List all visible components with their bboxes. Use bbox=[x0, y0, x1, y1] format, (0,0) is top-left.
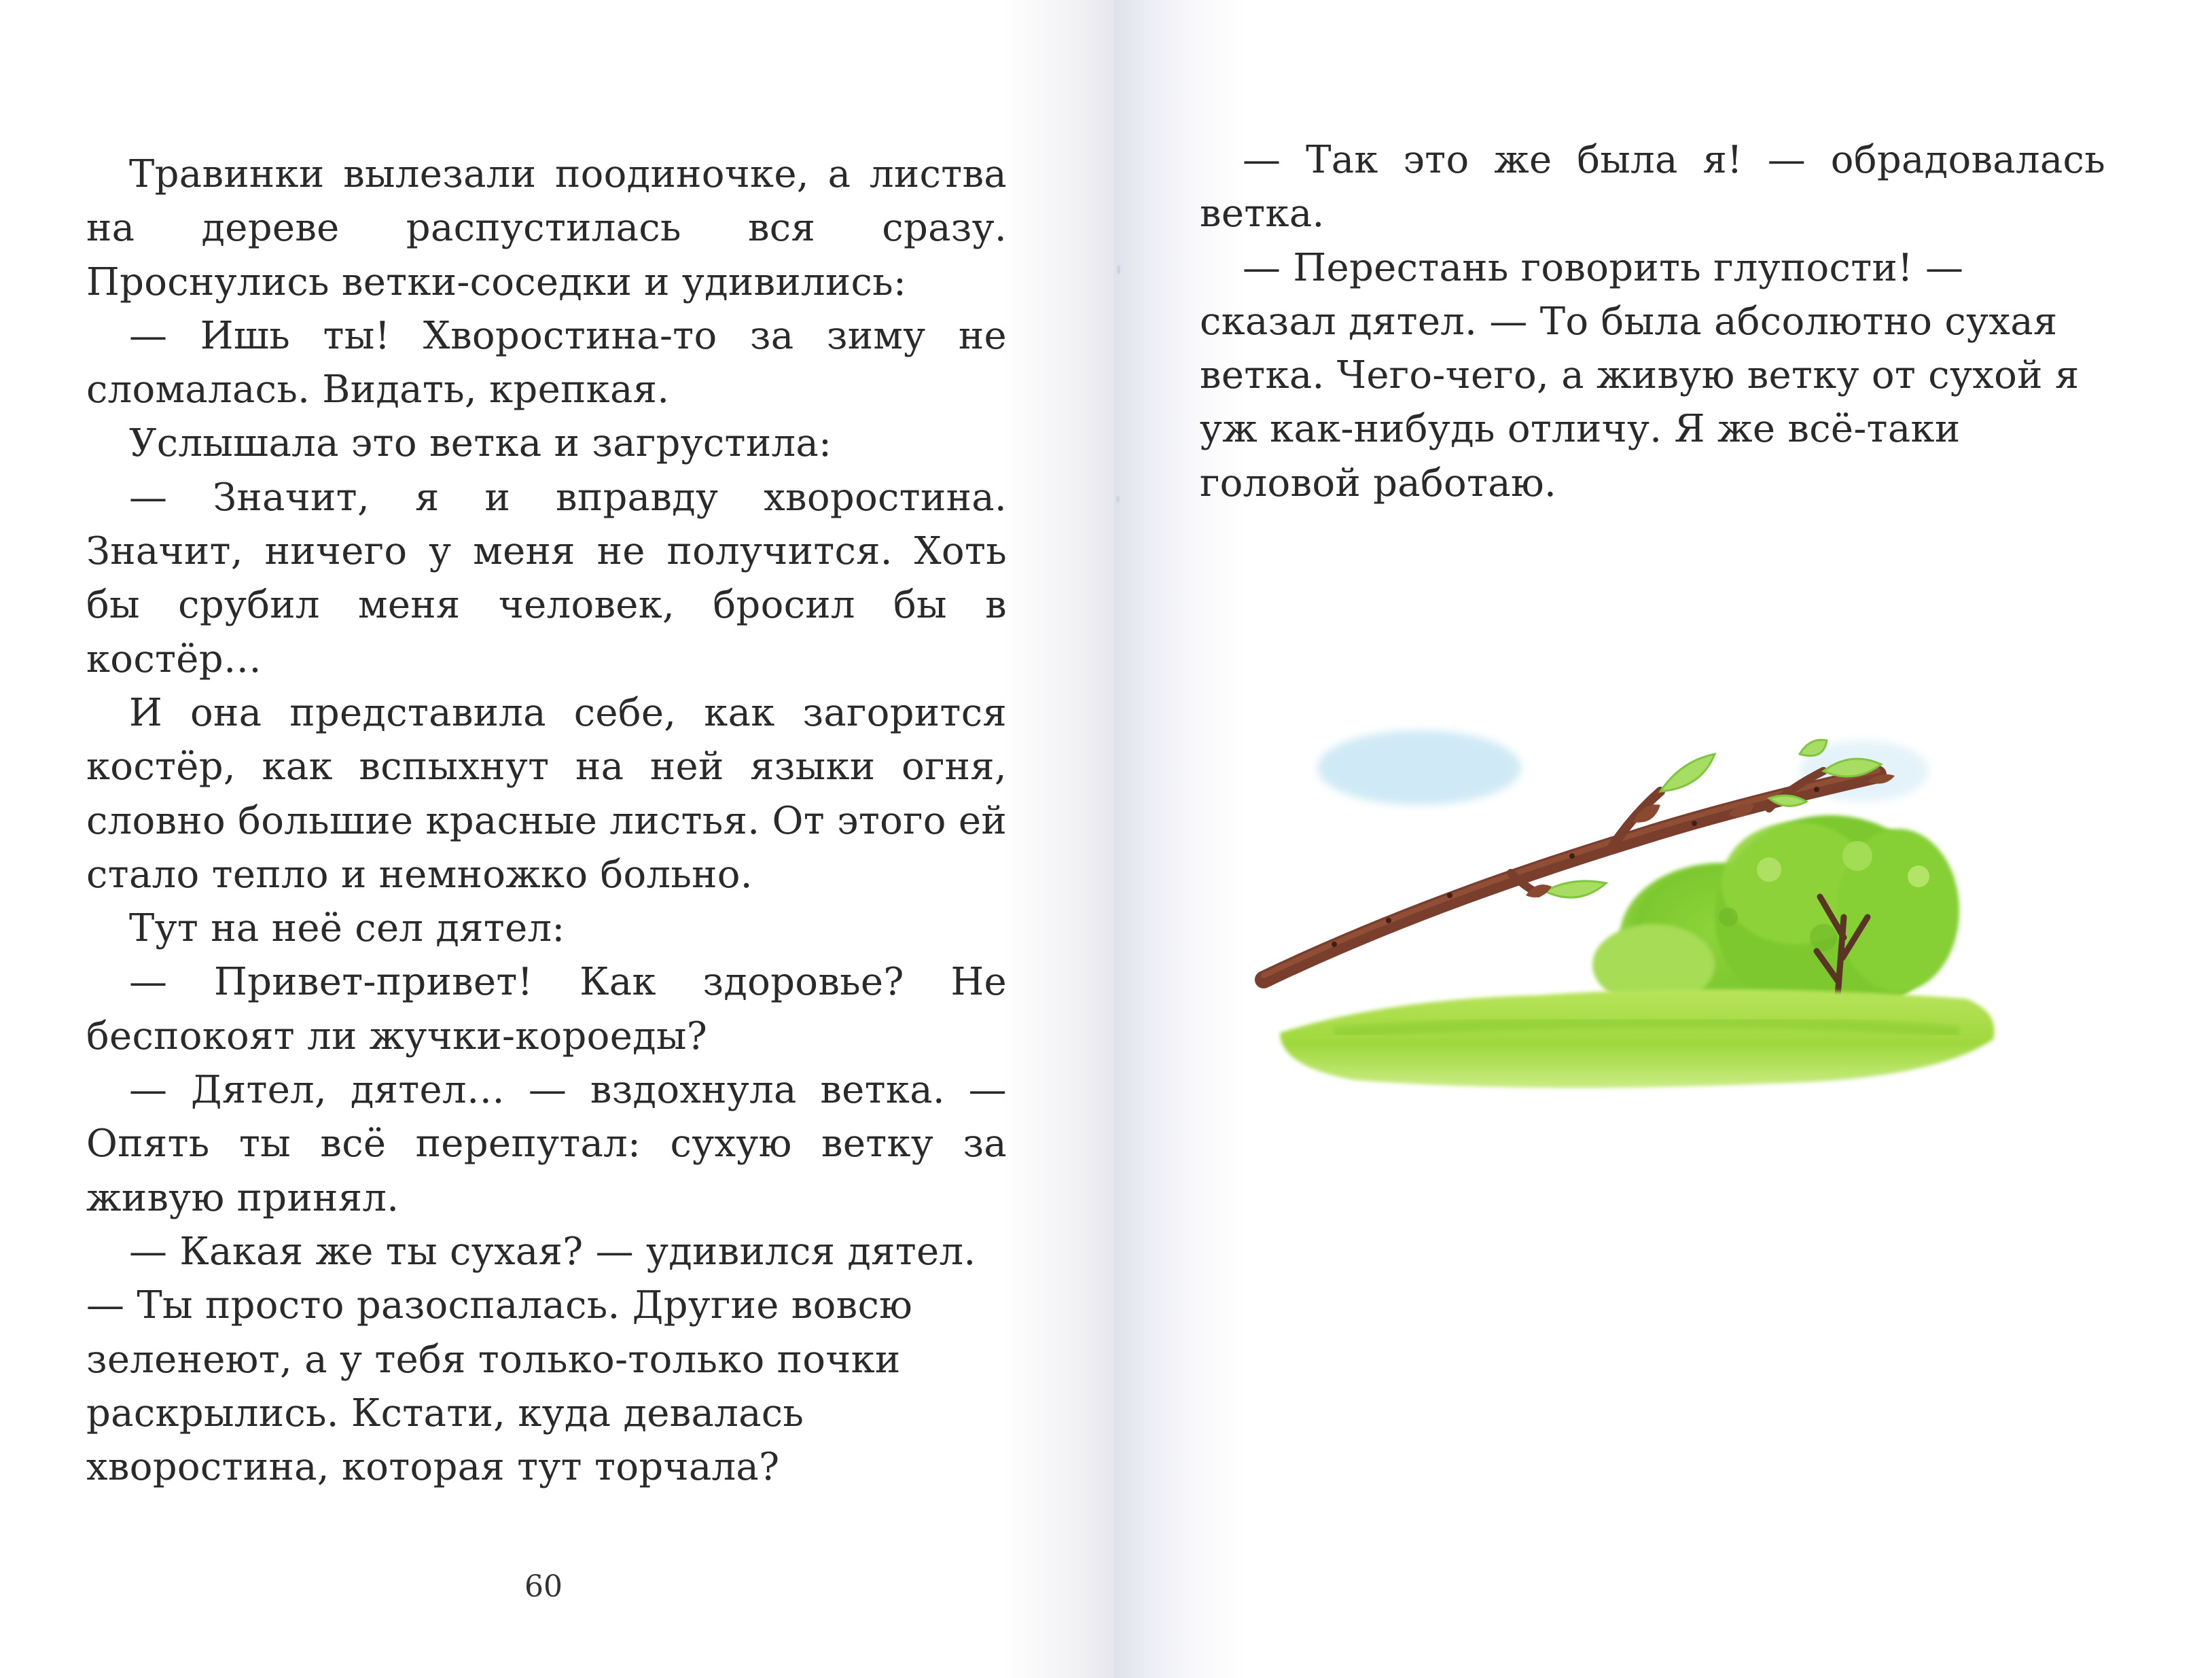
paragraph: — Какая же ты сухая? — удивился дятел. — Ты просто разоспалась. Другие вовсю зеленеют, а у тебя только-только почки раскрылись. Кстати, куда девалась хворостина, которая тут торчала? bbox=[86, 1229, 976, 1490]
branch-with-leaves-illustration bbox=[1253, 713, 2020, 1107]
paragraph: — Дятел, дятел… — вздохнула ветка. — Опять ты всё перепутал: сухую ветку за живую принял. bbox=[86, 1068, 1007, 1220]
bush bbox=[1592, 815, 1959, 1019]
paragraph: — Так это же была я! — обрадовалась ветка. bbox=[1200, 138, 2105, 236]
scan-speck bbox=[1116, 496, 1120, 503]
paragraph: — Ишь ты! Хворостина-то за зиму не сломалась. Видать, крепкая. bbox=[86, 313, 1007, 412]
paragraph: Услышала это ветка и загрустила: bbox=[129, 421, 832, 466]
right-page-text bbox=[1200, 133, 2105, 510]
paragraph: Тут на неё сел дятел: bbox=[129, 906, 565, 951]
paragraph: Травинки вылезали поодиночке, а листва на дереве распустилась вся сразу. Проснулись ветки-соседки и удивились: bbox=[86, 152, 1007, 304]
left-page-text bbox=[86, 147, 1007, 1494]
paragraph: — Перестань говорить глупости! — сказал дятел. — То была абсолютно сухая ветка. Чего-чего, а живую ветку от сухой я уж как-нибудь отличу. Я же всё-таки головой работаю. bbox=[1200, 245, 2080, 505]
paragraph: — Значит, я и вправду хворостина. Значит, ничего у меня не получится. Хоть бы срубил меня человек, бросил бы в костёр… bbox=[86, 475, 1007, 681]
paragraph: И она представила себе, как загорится костёр, как вспыхнут на ней языки огня, словно большие красные листья. От этого ей стало тепло и немножко больно. bbox=[86, 690, 1007, 897]
paragraph: — Привет-привет! Как здоровье? Не беспокоят ли жучки-короеды? bbox=[86, 960, 1007, 1058]
right-page bbox=[1114, 0, 2212, 1678]
page-number: 60 bbox=[524, 1569, 563, 1604]
grass bbox=[1280, 989, 1995, 1088]
scan-speck bbox=[1117, 265, 1120, 274]
